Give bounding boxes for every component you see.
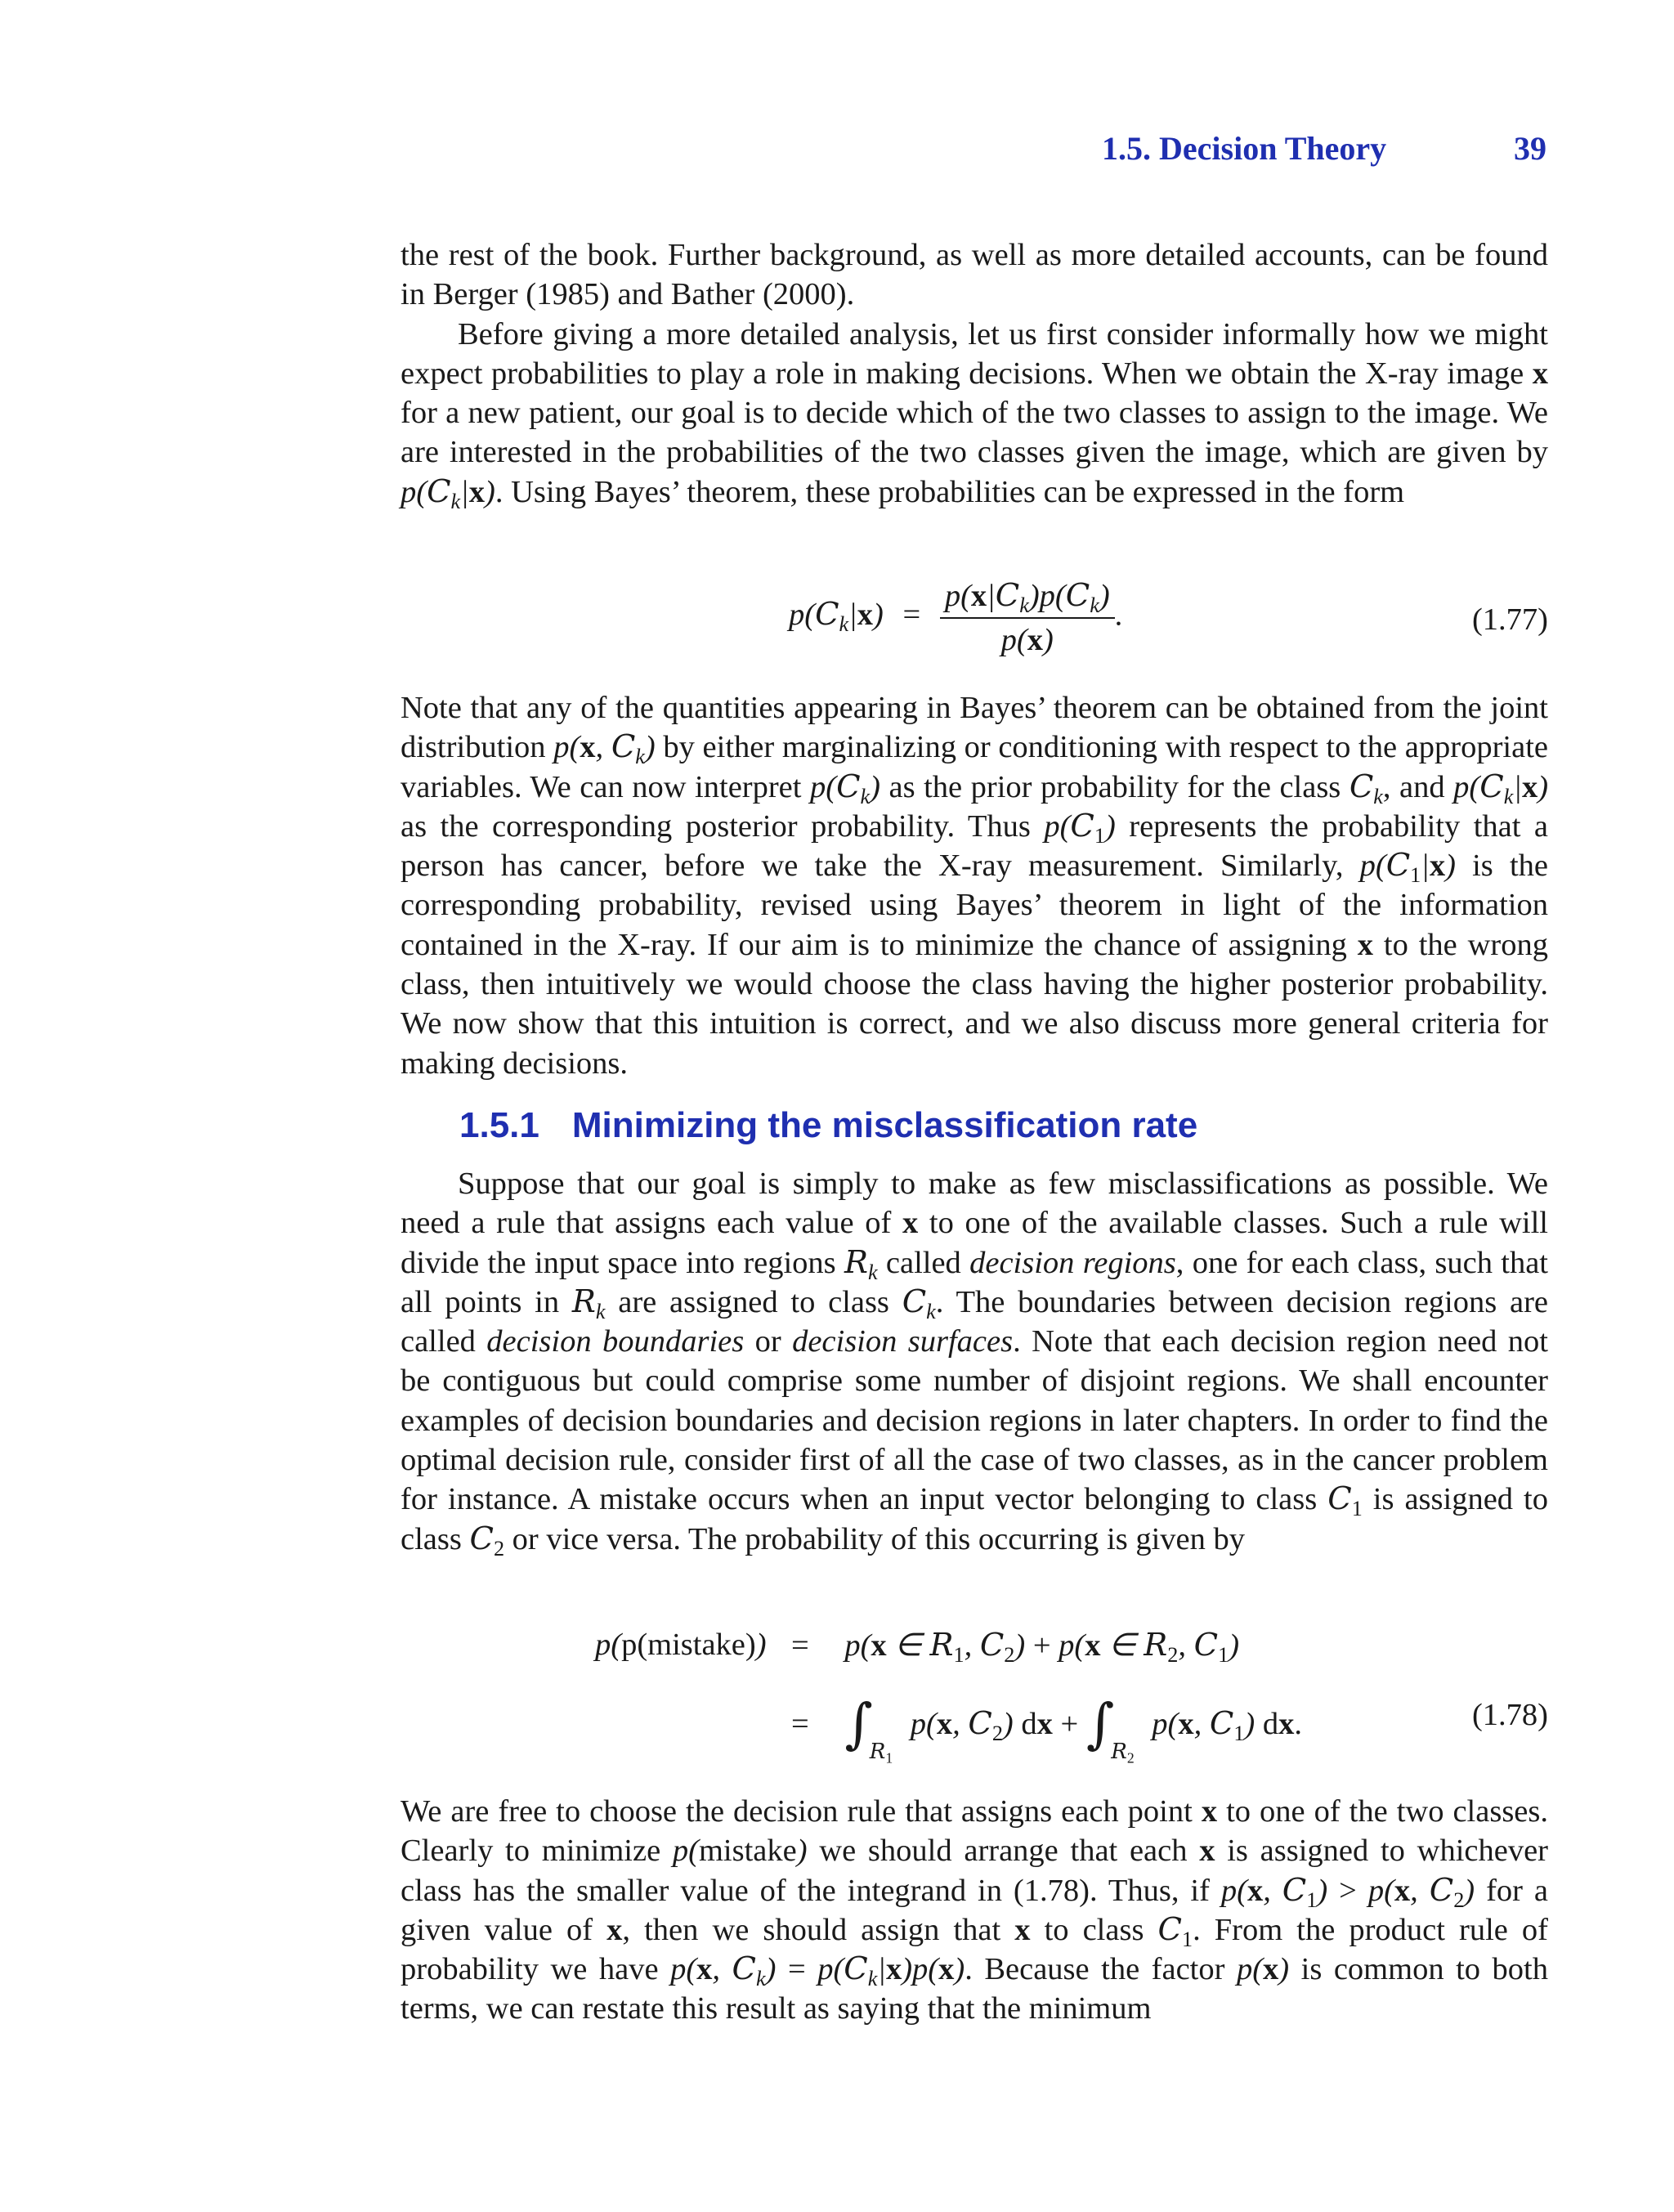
paragraph-3: Note that any of the quantities appearing in Bayes’ theorem can be obtained from the joint distribution p(x, $C_k$) by either marginalizing or conditioning with respect to the appropriate variables. We can now interpret $p(C_k)$ as the prior probability for the class $C_k$, and $p(C_k|x)$ as the corresponding posterior probability. Thus $p(C_1)$ represents the probability that a person has cancer, before we take the X-ray measurement. Similarly, $p(C_1|x)$ is the corresponding probability, revised using Bayes’ theorem in light of the information contained in the X-ray. If our aim is to minimize the chance of assigning x to the wrong class, then intuitively we would choose the class having the higher posterior probability. We now show that this intuition is correct, and we also discuss more general criteria for making decisions.	[401, 691, 1549, 1081]
paragraph-1: the rest of the book. Further background, as well as more detailed accounts, can be found in Berger (1985) and Bather (2000).	[401, 238, 1548, 312]
running-head-title: 1.5. Decision Theory	[1102, 130, 1387, 167]
section-title: Minimizing the misclassification rate	[571, 1105, 1198, 1145]
section-heading	[459, 1105, 1197, 1146]
text-block-intro	[401, 235, 1548, 512]
book-page: 1.5. Decision Theory 39 the rest of the book. Further background, as well as more detailed accounts, can be found in Berger (1985) and Bather (2000). Before giving a more detailed analysis, let us first consider informally how we might expect probabilities to play a role in making decisions. When we obtain the X-ray image x for a new patient, our goal is to decide which of the two classes to assign to the image. We are interested in the probabilities of the two classes given the image, which are given by $p(C_k|x)$. Using Bayes’ theorem, these probabilities can be expressed in the form $p(C_k|x)$ = $\frac{p(x|C_k)p(C_k)}{p(x)}$ . (1.77) Note that any of the quantities appearing in Bayes’ theorem can be obtained from the joint distribution p(x, $C_k$) by either marginalizing or conditioning with respect to the appropriate variables. We can now interpret $p(C_k)$ as the prior probability for the class $C_k$, and $p(C_k|x)$ as the corresponding posterior probability. Thus $p(C_1)$ represents the probability that a person has cancer, before we take the X-ray measurement. Similarly, $p(C_1|x)$ is the corresponding probability, revised using Bayes’ theorem in light of the information contained in the X-ray. If our aim is to minimize the chance of assigning x to the wrong class, then intuitively we would choose the class having the higher posterior probability. We now show that this intuition is correct, and we also discuss more general criteria for making decisions. 1.5.1 Minimizing the misclassification rate Suppose that our goal is simply to make as few misclassifications as possible. We need a rule that assigns each value of x to one of the available classes. Such a rule will divide the input space into regions $R_k$ called decision regions, one for each class, such that all points in $R_k$ are assigned to class $C_k$. The boundaries between decision regions are called decision boundaries or decision surfaces. Note that each decision region need not be contiguous but could comprise some number of disjoint regions. We shall encounter examples of decision boundaries and decision regions in later chapters. In order to find the optimal decision rule, consider first of all the case of two classes, as in the cancer problem for instance. A mistake occurs when an input vector belonging to class $C_1$ is assigned to class $C_2$ or vice versa. The probability of this occurring is given by p(p(mistake)) = p(x ∈ $R_1$, $C_2) + p(x$ ∈ $R_2$, $C_1$) = $\int_{R_1}$ p(x, $C_2$) dx + $\int_{R_2}$ p(x, $C_1$) dx. (1.78) We are free to choose the decision rule that assigns each point x to one of the two classes. Clearly to minimize p(mistake) we should arrange that each x is assigned to whichever class has the smaller value of the integrand in (1.78). Thus, if p(x, $C_1) > p(x$, $C_2$) for a given value of x, then we should assign that x to class $C_1$. From the product rule of probability we have p(x, $C_k) = p(C_k|x)p(x)$. Because the factor p(x) is common to both terms, we can restate this result as saying that the minimum	[0, 0, 1674, 2212]
text-block-decision-rule	[401, 1792, 1548, 2029]
equation-number-1-77: (1.77)	[1471, 602, 1548, 637]
text-block-misclassification	[401, 1164, 1548, 1559]
section-number: 1.5.1	[459, 1105, 539, 1145]
equation-1-78-line-1: = p(x ∈ $R_1$, $C_2) + p(x$ ∈ $R_2$, $C_1$)	[791, 1627, 1240, 1667]
page-number: 39	[1514, 130, 1546, 167]
paragraph-5: We are free to choose the decision rule that assigns each point x to one of the two classes. Clearly to minimize p(mistake) we should arrange that each x is assigned to whichever class has the smaller value of the integrand in (1.78). Thus, if p(x, $C_1) > p(x$, $C_2$) for a given value of x, then we should assign that x to class $C_1$. From the product rule of probability we have p(x, $C_k) = p(C_k|x)p(x)$. Because the factor p(x) is common to both terms, we can restate this result as saying that the minimum	[401, 1794, 1549, 2026]
running-head	[0, 129, 1674, 178]
equation-number-1-78: (1.78)	[1471, 1698, 1548, 1732]
text-block-bayes	[401, 688, 1548, 1083]
paragraph-4: Suppose that our goal is simply to make as few misclassifications as possible. We need a rule that assigns each value of x to one of the available classes. Such a rule will divide the input space into regions $R_k$ called decision regions, one for each class, such that all points in $R_k$ are assigned to class $C_k$. The boundaries between decision regions are called decision boundaries or decision surfaces. Note that each decision region need not be contiguous but could comprise some number of disjoint regions. We shall encounter examples of decision boundaries and decision regions in later chapters. In order to find the optimal decision rule, consider first of all the case of two classes, as in the cancer problem for instance. A mistake occurs when an input vector belonging to class $C_1$ is assigned to class $C_2$ or vice versa. The probability of this occurring is given by	[401, 1166, 1549, 1560]
equation-1-78-line-2: = $\int_{R_1}$ p(x, $C_2$) dx + $\int_{R_2}$ p(x, $C_1$) dx.	[791, 1692, 1302, 1766]
equation-1-77: $p(C_k|x)$ = $\frac{p(x|C_k)p(C_k)}{p(x)}$ .	[789, 577, 1123, 657]
paragraph-2: Before giving a more detailed analysis, let us first consider informally how we might expect probabilities to play a role in making decisions. When we obtain the X-ray image x for a new patient, our goal is to decide which of the two classes to assign to the image. We are interested in the probabilities of the two classes given the image, which are given by $p(C_k|x)$. Using Bayes’ theorem, these probabilities can be expressed in the form	[401, 316, 1548, 513]
